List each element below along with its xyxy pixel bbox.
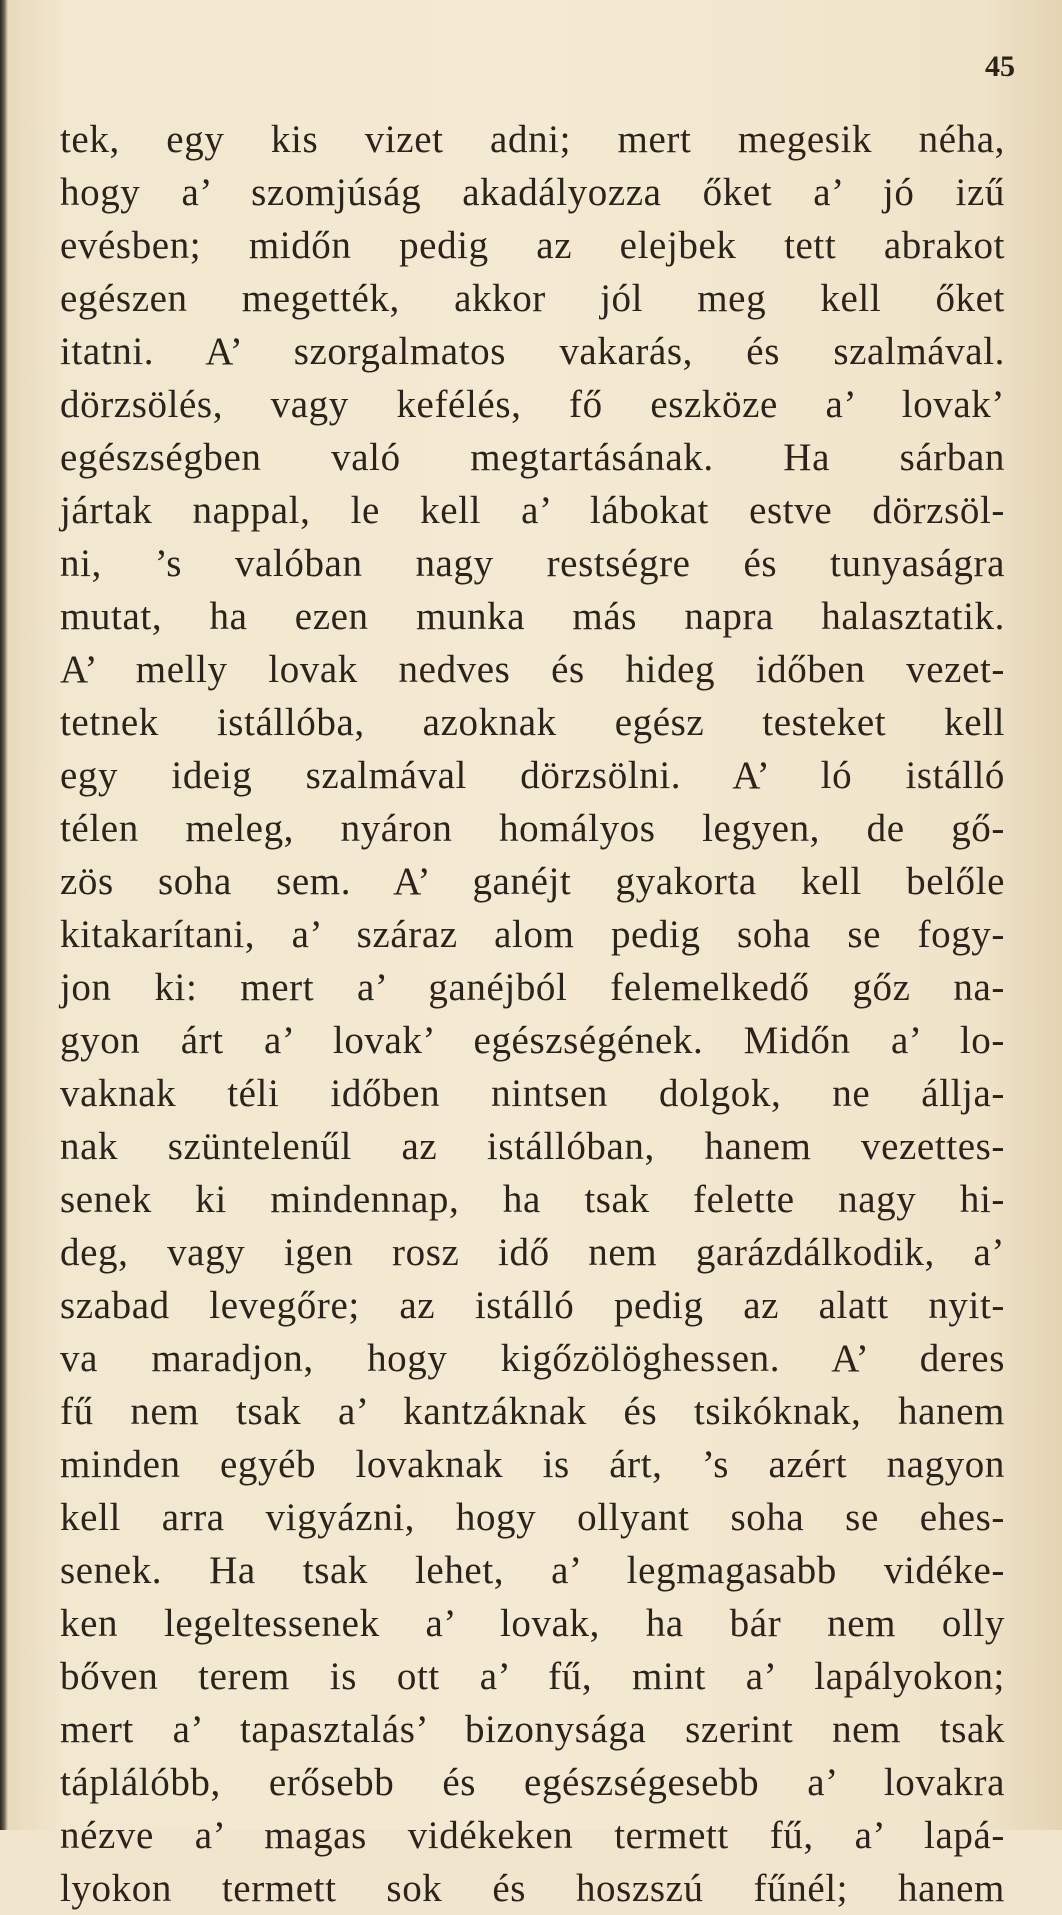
text-line: vaknak téli időben nintsen dolgok, ne álljа- bbox=[60, 1072, 1005, 1115]
text-line: dörzsölés, vagy kefélés, fő eszköze a’ lovak’ bbox=[60, 383, 1005, 426]
text-line: lyokon termett sok és hoszszú fűnél; hanem bbox=[60, 1867, 1005, 1910]
text-line: senek ki mindennap, ha tsak felette nagy hi- bbox=[60, 1178, 1005, 1221]
text-line: ken legeltessenek a’ lovak, ha bár nem olly bbox=[60, 1602, 1005, 1645]
text-line: egészen megették, akkor jól meg kell őket bbox=[60, 277, 1005, 320]
text-line: va maradjon, hogy kigőzölöghessen. A’ deres bbox=[60, 1337, 1005, 1380]
text-line: evésben; midőn pedig az elejbek tett abrakot bbox=[60, 224, 1005, 267]
text-line: senek. Ha tsak lehet, a’ legmagasabb vidéke- bbox=[60, 1549, 1005, 1592]
text-line: fű nem tsak a’ kantzáknak és tsikóknak, hanem bbox=[60, 1390, 1005, 1433]
text-line: zös soha sem. A’ ganéjt gyakorta kell belőle bbox=[60, 860, 1005, 903]
body-text bbox=[60, 113, 1005, 1915]
text-line: nézve a’ magas vidékeken termett fű, a’ lapá- bbox=[60, 1814, 1005, 1857]
text-line: tetnek istállóba, azoknak egész testeket kell bbox=[60, 701, 1005, 744]
text-line: gyon árt a’ lovak’ egészségének. Midőn a’ lo- bbox=[60, 1019, 1005, 1062]
text-line: hogy a’ szomjúság akadályozza őket a’ jó izű bbox=[60, 171, 1005, 214]
text-line: bőven terem is ott a’ fű, mint a’ lapályokon; bbox=[60, 1655, 1005, 1698]
text-line: jon ki: mert a’ ganéjból felemelkedő gőz na- bbox=[60, 966, 1005, 1009]
text-line: mutat, ha ezen munka más napra halasztatik. bbox=[60, 595, 1005, 638]
text-line: jártak nappal, le kell a’ lábokat estve dörzsöl- bbox=[60, 489, 1005, 532]
text-line: táplálóbb, erősebb és egészségesebb a’ lovakra bbox=[60, 1761, 1005, 1804]
text-line: mert a’ tapasztalás’ bizonysága szerint nem tsak bbox=[60, 1708, 1005, 1751]
text-line: ni, ’s valóban nagy restségre és tunyaságra bbox=[60, 542, 1005, 585]
text-line: egy ideig szalmával dörzsölni. A’ ló istálló bbox=[60, 754, 1005, 797]
text-line: itatni. A’ szorgalmatos vakarás, és szalmával. bbox=[60, 330, 1005, 373]
text-line: kell arra vigyázni, hogy ollyant soha se ehes- bbox=[60, 1496, 1005, 1539]
binding-edge bbox=[0, 0, 8, 1830]
text-line: szabad levegőre; az istálló pedig az alatt nyit- bbox=[60, 1284, 1005, 1327]
text-line: tek, egy kis vizet adni; mert megesik néha, bbox=[60, 118, 1005, 161]
page-number: 45 bbox=[985, 50, 1015, 83]
text-line: minden egyéb lovaknak is árt, ’s azért nagyon bbox=[60, 1443, 1005, 1486]
text-line: egészségben való megtartásának. Ha sárban bbox=[60, 436, 1005, 479]
text-line: nak szüntelenűl az istállóban, hanem vezettes- bbox=[60, 1125, 1005, 1168]
text-line: deg, vagy igen rosz idő nem garázdálkodik, a’ bbox=[60, 1231, 1005, 1274]
text-line: kitakarítani, a’ száraz alom pedig soha se fogy- bbox=[60, 913, 1005, 956]
text-line: A’ melly lovak nedves és hideg időben vezet- bbox=[60, 648, 1005, 691]
text-line: télen meleg, nyáron homályos legyen, de gő- bbox=[60, 807, 1005, 850]
